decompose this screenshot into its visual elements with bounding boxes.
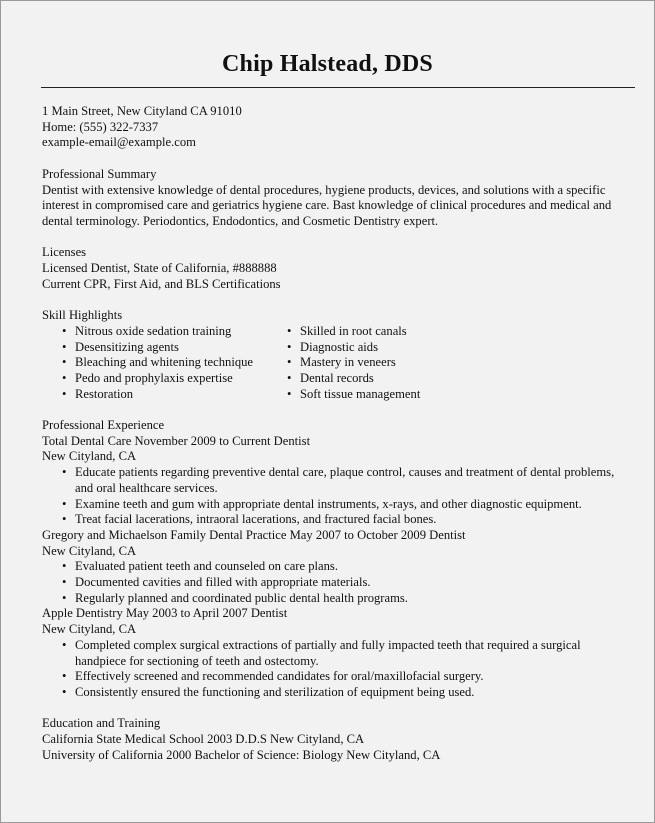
header-divider [41, 87, 635, 88]
skill-item: • Mastery in veneers [267, 355, 507, 371]
skill-item: • Nitrous oxide sedation training [42, 324, 267, 340]
education-heading: Education and Training [42, 716, 161, 731]
resume-name: Chip Halstead, DDS [222, 51, 433, 77]
skills-heading: Skill Highlights [42, 308, 123, 323]
contact-email: example-email@example.com [42, 135, 196, 150]
job-duties [42, 638, 634, 701]
skill-item: • Soft tissue management [267, 387, 507, 403]
contact-address: 1 Main Street, New Cityland CA 91010 [42, 104, 242, 118]
education-item: University of California 2000 Bachelor of Science: Biology New Cityland, CA [42, 747, 441, 762]
skill-item: • Bleaching and whitening technique [42, 355, 267, 371]
job-duty-item: • Evaluated patient teeth and counseled on care plans. [42, 559, 634, 575]
job-duty-item: • Educate patients regarding preventive dental care, plaque control, causes and treatment of dental problems, and oral healthcare services. [42, 465, 634, 496]
job-duty-item: • Treat facial lacerations, intraoral lacerations, and fractured facial bones. [42, 512, 634, 528]
skills-column-2 [267, 324, 507, 403]
skill-item: • Diagnostic aids [267, 340, 507, 356]
contact-phone: Home: (555) 322-7337 [42, 119, 159, 134]
job-duty-item: • Regularly planned and coordinated public dental health programs. [42, 591, 634, 607]
job-duty-item: • Examine teeth and gum with appropriate dental instruments, x-rays, and other diagnostic equipment. [42, 497, 634, 513]
skills-column-1 [42, 324, 267, 403]
experience-heading: Professional Experience [42, 418, 165, 432]
job-location: New Cityland, CA [42, 622, 137, 637]
skill-item: • Skilled in root canals [267, 324, 507, 340]
job-location: New Cityland, CA [42, 543, 137, 558]
job-duty-item: • Effectively screened and recommended candidates for oral/maxillofacial surgery. [42, 669, 634, 685]
education-item: California State Medical School 2003 D.D.S New Cityland, CA [42, 732, 365, 747]
job-duty-item: • Completed complex surgical extractions of partially and fully impacted teeth that required a surgical handpiece for sectioning of teeth and ostectomy. [42, 638, 634, 669]
job-duties [42, 559, 634, 606]
skills-list [42, 324, 634, 403]
licenses-heading: Licenses [42, 245, 87, 260]
job-title: Total Dental Care November 2009 to Current Dentist [42, 433, 311, 448]
license-item: Licensed Dentist, State of California, #888888 [42, 261, 277, 275]
job-duty-item: • Documented cavities and filled with appropriate materials. [42, 575, 634, 591]
job-location: New Cityland, CA [42, 449, 137, 464]
skill-item: • Dental records [267, 371, 507, 387]
job-duties [42, 465, 634, 528]
resume-body [42, 104, 634, 763]
job-duty-item: • Consistently ensured the functioning and sterilization of equipment being used. [42, 685, 634, 701]
skill-item: • Desensitizing agents [42, 340, 267, 356]
summary-text: Dentist with extensive knowledge of dental procedures, hygiene products, devices, and solutions with a specific interest in compromised care and geriatrics hygiene care. Bast knowledge of clinical procedures and medical and dental terminology. Periodontics, Endodontics, and Cosmetic Dentistry expert. [42, 182, 612, 228]
skill-item: • Restoration [42, 387, 267, 403]
summary-heading: Professional Summary [42, 166, 157, 181]
job-title: Apple Dentistry May 2003 to April 2007 Dentist [42, 606, 288, 621]
job-title: Gregory and Michaelson Family Dental Practice May 2007 to October 2009 Dentist [42, 527, 466, 542]
license-item: Current CPR, First Aid, and BLS Certifications [42, 276, 281, 291]
skill-item: • Pedo and prophylaxis expertise [42, 371, 267, 387]
